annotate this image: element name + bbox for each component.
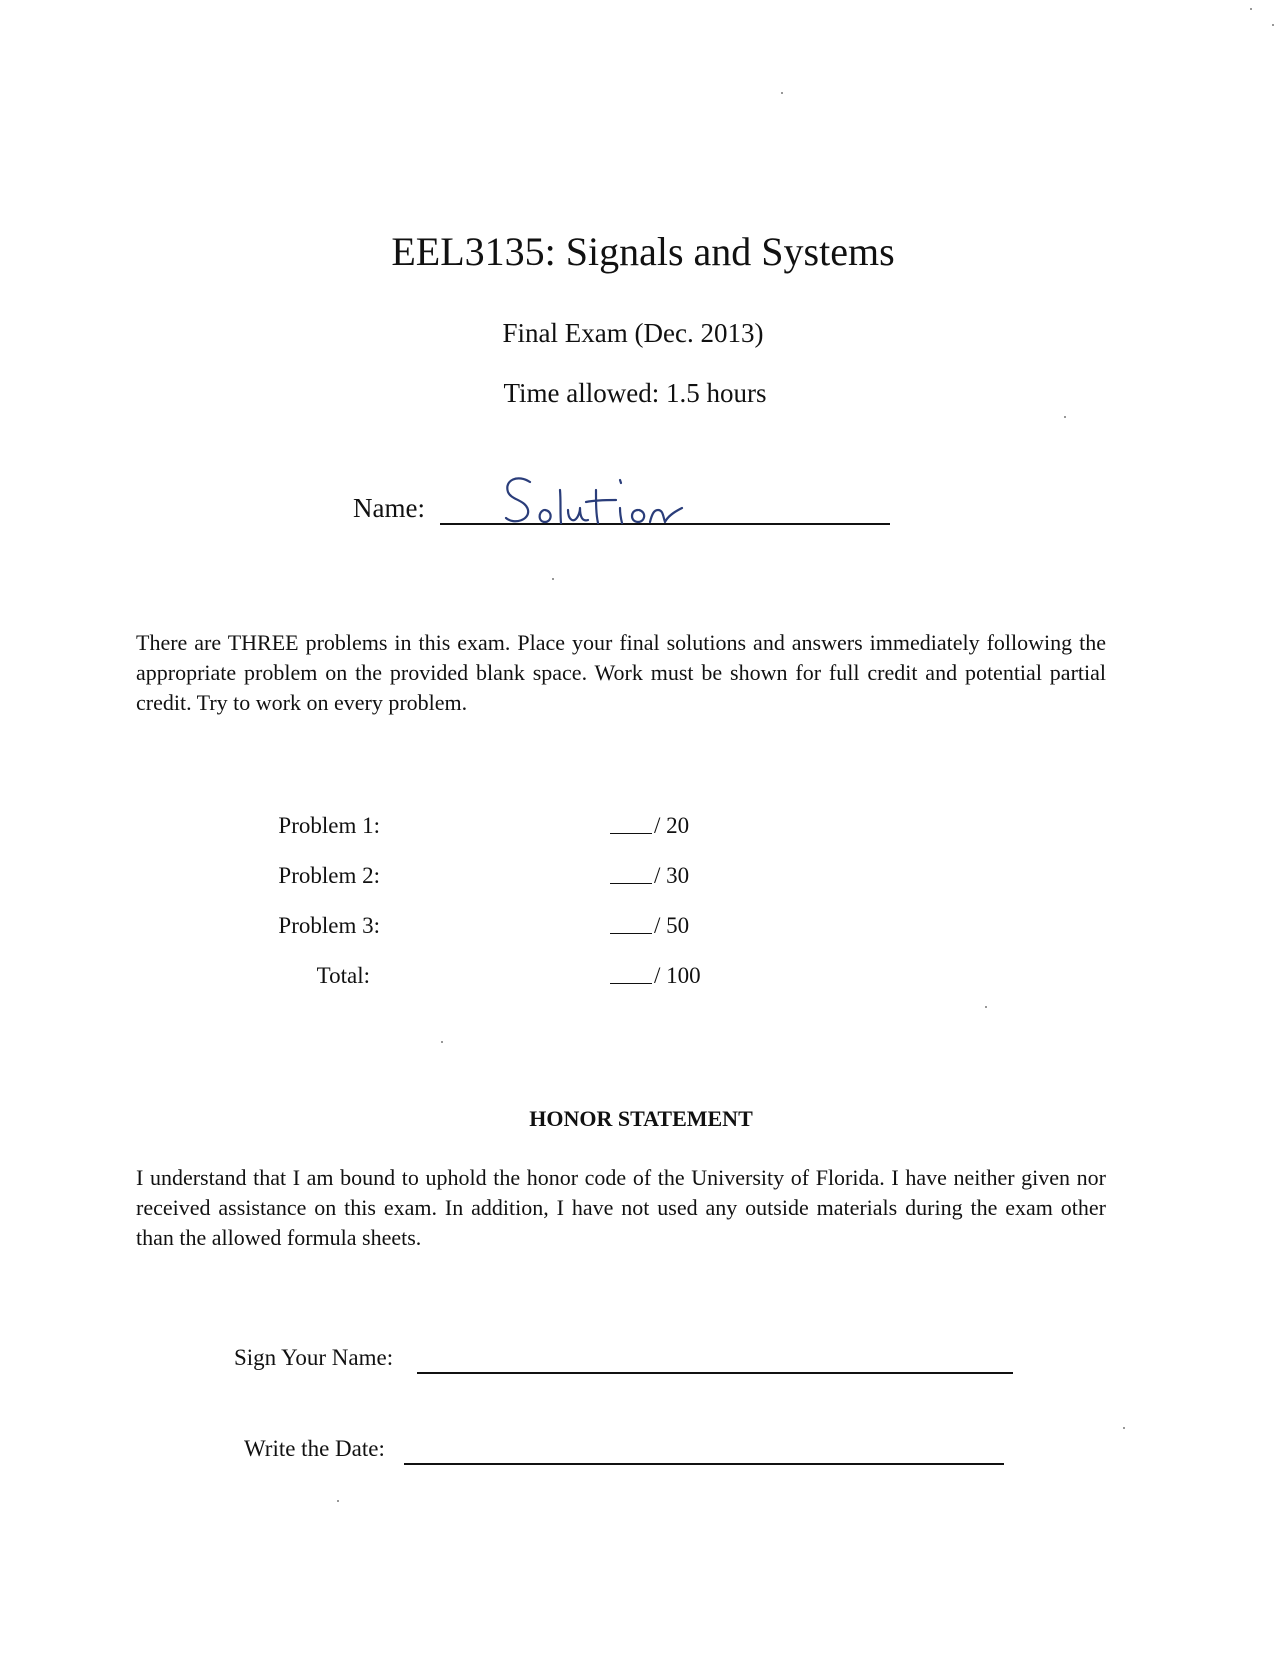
- scan-speck: [441, 1041, 443, 1043]
- instructions-paragraph: There are THREE problems in this exam. Place your final solutions and answers immediately following the appropriate problem on the provided blank space. Work must be shown for full credit and potential partial credit. Try to work on every problem.: [136, 630, 1106, 715]
- score-label: Problem 2:: [278, 863, 380, 888]
- scan-speck: [985, 1006, 987, 1008]
- honor-heading: HONOR STATEMENT: [529, 1106, 753, 1131]
- scan-speck: [1272, 24, 1274, 26]
- write-date-label: Write the Date:: [244, 1436, 385, 1461]
- scan-speck: [1250, 8, 1252, 10]
- scan-speck: [552, 578, 554, 580]
- exam-title: EEL3135: Signals and Systems: [391, 229, 895, 274]
- scan-speck: [1123, 1427, 1125, 1429]
- name-label: Name:: [353, 493, 425, 523]
- score-blank: [610, 933, 652, 934]
- sign-name-label: Sign Your Name:: [234, 1345, 394, 1370]
- score-label: Problem 3:: [278, 913, 380, 938]
- scan-speck: [1064, 416, 1066, 418]
- score-label: Problem 1:: [278, 813, 380, 838]
- honor-statement-text: I understand that I am bound to uphold the honor code of the University of Florida. I have neither given nor received assistance on this exam. In addition, I have not used any outside materials during the exam other than the allowed formula sheets.: [136, 1165, 1106, 1250]
- scan-speck: [337, 1500, 339, 1502]
- scan-speck: [781, 92, 783, 94]
- score-max: / 30: [654, 863, 690, 888]
- handwritten-name: [500, 470, 690, 535]
- score-label: Total:: [316, 963, 370, 988]
- exam-subtitle: Final Exam (Dec. 2013): [502, 318, 764, 348]
- score-blank: [610, 883, 652, 884]
- score-blank: [610, 983, 652, 984]
- sign-name-line[interactable]: [417, 1372, 1013, 1374]
- score-blank: [610, 833, 652, 834]
- time-allowed: Time allowed: 1.5 hours: [503, 378, 767, 408]
- score-max: / 100: [654, 963, 701, 988]
- score-max: / 20: [654, 813, 690, 838]
- score-max: / 50: [654, 913, 690, 938]
- write-date-line[interactable]: [404, 1463, 1004, 1465]
